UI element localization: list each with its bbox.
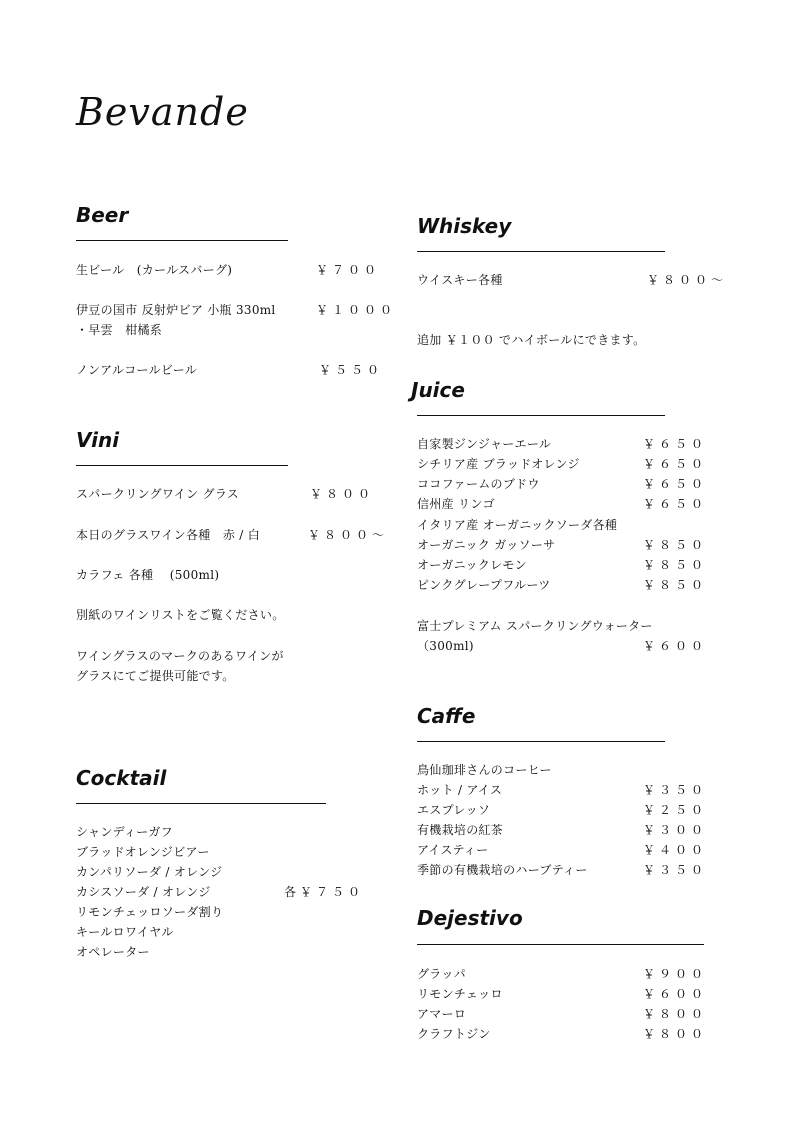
vini-note: グラスにてご提供可能です。 bbox=[76, 669, 235, 683]
dejestivo-divider bbox=[417, 944, 704, 945]
beer-item-subname: ・早雲 柑橘系 bbox=[76, 323, 163, 337]
juice-item-name: ピンクグレープフルーツ bbox=[417, 578, 551, 592]
juice-item-price: ￥６５０ bbox=[643, 497, 708, 511]
caffe-divider bbox=[417, 741, 665, 742]
vini-item-name: スパークリングワイン グラス bbox=[76, 487, 240, 501]
caffe-item-name: 有機栽培の紅茶 bbox=[417, 823, 504, 837]
cocktail-item: シャンディーガフ bbox=[76, 825, 173, 839]
caffe-item-name: エスプレッソ bbox=[417, 803, 491, 817]
juice-item-name: ココファームのブドウ bbox=[417, 477, 540, 491]
juice-water-name: 富士プレミアム スパークリングウォーター bbox=[417, 619, 653, 633]
dejestivo-item-price: ￥８００ bbox=[643, 1007, 708, 1021]
cocktail-title: Cocktail bbox=[76, 766, 167, 790]
cocktail-item: キールロワイヤル bbox=[76, 925, 174, 939]
whiskey-item-price: ￥８００～ bbox=[647, 273, 728, 287]
juice-item-name: オーガニック ガッソーサ bbox=[417, 538, 556, 552]
juice-title: Juice bbox=[411, 378, 465, 402]
vini-divider bbox=[76, 465, 288, 466]
caffe-title: Caffe bbox=[417, 704, 476, 728]
cocktail-item: カシスソーダ / オレンジ bbox=[76, 885, 211, 899]
whiskey-note: 追加 ￥１００ でハイボールにできます。 bbox=[417, 333, 646, 347]
juice-item-price: ￥６５０ bbox=[643, 457, 708, 471]
beer-item-price: ￥１０００ bbox=[316, 303, 397, 317]
caffe-header: 鳥仙珈琲さんのコーヒー bbox=[417, 763, 552, 777]
cocktail-item: オペレーター bbox=[76, 945, 150, 959]
beer-item-name: 生ビール (カールスバーグ) bbox=[76, 263, 233, 277]
vini-item-name: 本日のグラスワイン各種 赤 / 白 bbox=[76, 528, 261, 542]
caffe-item-price: ￥２５０ bbox=[643, 803, 708, 817]
caffe-item-name: ホット / アイス bbox=[417, 783, 503, 797]
dejestivo-item-price: ￥６００ bbox=[643, 987, 708, 1001]
cocktail-item: ブラッドオレンジビアー bbox=[76, 845, 210, 859]
caffe-item-price: ￥３５０ bbox=[643, 783, 708, 797]
vini-note: ワイングラスのマークのあるワインが bbox=[76, 649, 284, 663]
whiskey-divider bbox=[417, 251, 665, 252]
beer-item-name: 伊豆の国市 反射炉ビア 小瓶 330ml bbox=[76, 303, 276, 317]
beer-item-name: ノンアルコールビール bbox=[76, 363, 198, 377]
dejestivo-item-name: アマーロ bbox=[417, 1007, 467, 1021]
beer-divider bbox=[76, 240, 288, 241]
vini-item-name: カラフェ 各種 (500ml) bbox=[76, 568, 220, 582]
juice-item-price: ￥６５０ bbox=[643, 477, 708, 491]
juice-item-name: 自家製ジンジャーエール bbox=[417, 437, 552, 451]
juice-item-price: ￥８５０ bbox=[643, 578, 708, 592]
beer-item-price: ￥７００ bbox=[316, 263, 381, 277]
page-title: Bevande bbox=[76, 90, 249, 134]
juice-item-name: 信州産 リンゴ bbox=[417, 497, 495, 511]
juice-item-name: シチリア産 ブラッドオレンジ bbox=[417, 457, 580, 471]
whiskey-item-name: ウイスキー各種 bbox=[417, 273, 503, 287]
cocktail-item: カンパリソーダ / オレンジ bbox=[76, 865, 223, 879]
dejestivo-item-price: ￥９００ bbox=[643, 967, 708, 981]
vini-item-price: ￥８００ bbox=[310, 487, 375, 501]
caffe-item-price: ￥４００ bbox=[643, 843, 708, 857]
dejestivo-item-price: ￥８００ bbox=[643, 1027, 708, 1041]
dejestivo-item-name: リモンチェッロ bbox=[417, 987, 503, 1001]
vini-item-price: ￥８００～ bbox=[308, 528, 389, 542]
dejestivo-item-name: クラフトジン bbox=[417, 1027, 491, 1041]
caffe-item-price: ￥３００ bbox=[643, 823, 708, 837]
beer-title: Beer bbox=[76, 203, 129, 227]
caffe-item-name: 季節の有機栽培のハーブティー bbox=[417, 863, 588, 877]
cocktail-item: リモンチェッロソーダ割り bbox=[76, 905, 224, 919]
beer-item-price: ￥５５０ bbox=[319, 363, 384, 377]
juice-item-price: ￥８５０ bbox=[643, 558, 708, 572]
juice-item-name: イタリア産 オーガニックソーダ各種 bbox=[417, 518, 618, 532]
caffe-item-price: ￥３５０ bbox=[643, 863, 708, 877]
juice-item-price: ￥８５０ bbox=[643, 538, 708, 552]
juice-item-price: ￥６５０ bbox=[643, 437, 708, 451]
juice-water-price: ￥６００ bbox=[643, 639, 708, 653]
cocktail-price: 各￥７５０ bbox=[284, 885, 365, 899]
juice-divider bbox=[417, 415, 665, 416]
whiskey-title: Whiskey bbox=[417, 214, 512, 238]
juice-water-size: （300ml) bbox=[417, 639, 474, 653]
vini-note: 別紙のワインリストをご覧ください。 bbox=[76, 608, 285, 622]
cocktail-divider bbox=[76, 803, 326, 804]
dejestivo-item-name: グラッパ bbox=[417, 967, 466, 981]
dejestivo-title: Dejestivo bbox=[417, 906, 523, 930]
vini-title: Vini bbox=[76, 428, 120, 452]
caffe-item-name: アイスティー bbox=[417, 843, 489, 857]
juice-item-name: オーガニックレモン bbox=[417, 558, 527, 572]
